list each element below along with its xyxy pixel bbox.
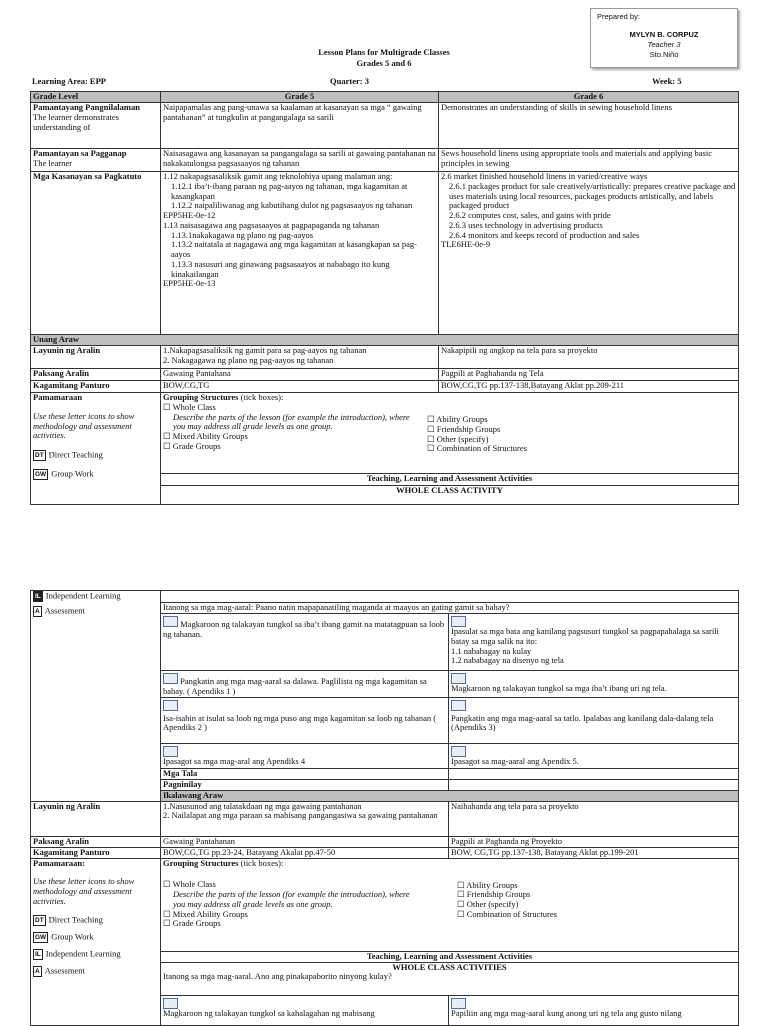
d2-question: Itanong sa mga mag-aaral. Ano ang pinakapaborito ninyong kulay? [163, 971, 392, 982]
p2-act2-grade5: Pangkatin ang mga mag-aaral sa dalawa. Paglilista ng mga kagamitan sa bahay. ( Apendiks 1 ) [161, 671, 449, 698]
pp-grade6: Demonstrates an understanding of skills in sewing household linens [439, 103, 739, 149]
d1-layunin-grade5: 1.Nakapagsasaliksik ng gamit para sa pag-aayos ng tahanan 2. Nakagagawa ng plano ng pag-aayos ng tahanan [161, 346, 439, 369]
d1-paksa-label: Paksang Aralin [31, 369, 161, 381]
activity-box-icon [163, 746, 178, 757]
activity-box-icon [163, 998, 178, 1009]
d2-tla-heading: Teaching, Learning and Assessment Activities [161, 951, 739, 962]
doc-grades: Grades 5 and 6 [356, 58, 412, 68]
d2-opt-ability-groups[interactable]: ☐ Ability Groups [457, 879, 518, 890]
d2-grouping-describe: Describe the parts of the lesson (for example the introduction), where you may address all grade levels as one group. [173, 889, 410, 909]
activity-box-icon [163, 616, 178, 627]
pamantayan-pagganap-label: Pamantayan sa Pagganap The learner [31, 149, 161, 172]
legend-group-work: GW Group Work [35, 468, 94, 479]
preparer-name: MYLYN B. CORPUZ [629, 30, 699, 39]
day2-heading: Ikalawang Araw [161, 790, 739, 801]
legend-assessment: A Assessment [35, 605, 85, 616]
d2-legend-group-work: GW Group Work [35, 931, 94, 942]
lesson-plan-table-2 [30, 590, 739, 1026]
d1-layunin-label: Layunin ng Aralin [31, 346, 161, 369]
d2-layunin-label: Layunin ng Aralin [31, 801, 161, 836]
p2-top-spacer [161, 591, 739, 603]
activity-box-icon [163, 673, 178, 684]
d2-kagamitan-grade5: BOW,CG,TG pp.23-24, Batayang Akalat pp.47-50 [161, 847, 449, 858]
col-grade5: Grade 5 [161, 92, 439, 103]
d2-pamamaraan-cell: Pamamaraan: Use these letter icons to show methodology and assessment activities. DT Direct Teaching GW Group Work IL Independent Learning A Assessment [31, 858, 161, 1025]
d2-legend-assessment: A Assessment [35, 965, 85, 976]
p2-act4-grade6: Ipasagot sa mag-aaral ang Apendix 5. [449, 743, 739, 768]
legend-independent: IL Independent Learning [35, 590, 121, 601]
d1-paksa-grade6: Pagpili at Paghahanda ng Tela [439, 369, 739, 381]
week: Week: 5 [652, 76, 682, 86]
preparer-place: Sto.Niño [649, 50, 679, 59]
prepared-by-label: Prepared by: [597, 12, 640, 21]
d2-act1-grade5: Magkaroon ng talakayan tungkol sa kahalagahan ng mabisang [161, 995, 449, 1025]
p2-question: Itanong sa mga mag-aaral: Paano natin mapapanatiling maganda at maayos an gating gamit sa bahay? [161, 603, 739, 614]
d2-paksa-grade5: Gawaing Pantahanan [161, 836, 449, 847]
p2-legend-cell [31, 591, 161, 802]
d1-grouping-cell: Grouping Structures (tick boxes): ☐ Whole Class Describe the parts of the lesson (for example the introduction), where you may address all grade levels as one group. ☐ Mixed Ability Groups ☐ Grade Groups ☐ Ability Groups ☐ Friendship Groups ☐ Other (specify) ☐ Combination of Structures [161, 393, 739, 474]
pp-grade5: Naipapamalas ang pang-unawa sa kaalaman at kasanayan sa mga “ gawaing pantahanan” at tungkulin at pangangalaga sa sarili [161, 103, 439, 149]
d2-wca-heading: WHOLE CLASS ACTIVITIES [392, 962, 507, 972]
d2-act1-grade6: Papiliin ang mga mag-aaral kung anong uri ng tela ang gusto nilang [449, 995, 739, 1025]
opt-ability-groups[interactable]: ☐ Ability Groups [427, 414, 488, 424]
opt-mixed-ability[interactable]: ☐ Mixed Ability Groups [163, 431, 248, 442]
d1-paksa-grade5: Gawaing Pantahana [161, 369, 439, 381]
d2-opt-whole-class[interactable]: ☐ Whole Class [163, 879, 216, 890]
d2-wca-cell [161, 962, 739, 995]
kasanayan-grade6: 2.6 market finished household linens in varied/creative ways 2.6.1 packages product for sale creatively/artistically: prepares creative package and uses materials using local resources, packages products artistically, and labels packaged product 2.6.2 computes cost, sales, and gains with pride 2.6.3 uses technology in advertising products 2.6.4 monitors and keeps record of production and sales TLE6HE-0e-9 [439, 172, 739, 335]
quarter: Quarter: 3 [330, 76, 369, 86]
d1-layunin-grade6: Nakapipili ng angkop na tela para sa proyekto [439, 346, 739, 369]
pagninilay-g5 [449, 779, 739, 790]
col-grade-level: Grade Level [31, 92, 161, 103]
d2-opt-friendship-groups[interactable]: ☐ Friendship Groups [457, 889, 531, 900]
d2-opt-grade-groups[interactable]: ☐ Grade Groups [163, 918, 221, 929]
activity-box-icon [451, 700, 466, 711]
d1-kagamitan-label: Kagamitang Panturo [31, 381, 161, 393]
opt-friendship-groups[interactable]: ☐ Friendship Groups [427, 423, 501, 434]
d2-paksa-grade6: Pagpili at Paghanda ng Proyekto [449, 836, 739, 847]
opt-grade-groups[interactable]: ☐ Grade Groups [163, 440, 221, 451]
col-grade6: Grade 6 [439, 92, 739, 103]
il-icon: IL [35, 593, 41, 600]
d2-kagamitan-label: Kagamitang Panturo [31, 847, 161, 858]
p2-act1-grade5: Magkaroon ng talakayan tungkol sa iba’t ibang gamit na matatagpuan sa loob ng tahanan. [161, 614, 449, 671]
gw-icon: GW [35, 471, 47, 479]
d1-wca-heading: WHOLE CLASS ACTIVITY [161, 486, 739, 505]
dt-icon: DT [35, 916, 44, 924]
d1-pamamaraan-cell: Pamamaraan Use these letter icons to show methodology and assessment activities. DT Direct Teaching GW Group Work [31, 393, 161, 505]
d2-grouping-title: Grouping Structures [163, 858, 239, 868]
opt-combination[interactable]: ☐ Combination of Structures [427, 443, 527, 454]
lesson-plan-table-1 [30, 91, 739, 505]
kasanayan-label: Mga Kasanayan sa Pagkatuto [31, 172, 161, 335]
dt-icon: DT [35, 452, 44, 460]
ppg-grade5: Naisasagawa ang kasanayan sa pangangalaga sa sarili at gawaing pantahanan na nakakatulongsa pagsasaayos ng tahanan [161, 149, 439, 172]
p2-act3-grade6: Pangkatin ang mga mag-aaral sa tatlo. Ipalabas ang kanilang dala-dalang tela (Apendiks 3) [449, 697, 739, 743]
d2-opt-other[interactable]: ☐ Other (specify) [457, 899, 519, 910]
d2-opt-mixed-ability[interactable]: ☐ Mixed Ability Groups [163, 908, 248, 919]
d1-kagamitan-grade5: BOW,CG,TG [161, 381, 439, 393]
opt-whole-class[interactable]: ☐ Whole Class [163, 401, 216, 412]
d2-kagamitan-grade6: BOW, CG,TG pp.137-138, Batayang Aklat pp.199-201 [449, 847, 739, 858]
activity-box-icon [163, 700, 178, 711]
a-icon: A [35, 967, 40, 975]
d2-opt-combination[interactable]: ☐ Combination of Structures [457, 908, 557, 919]
d2-layunin-grade5: 1.Nasusunod ang talatakdaan ng mga gawaing pantahanan 2. Nailalapat ang mga paraan sa mabisang pangangasiwa sa gawaing pantahanan [161, 801, 449, 836]
p2-act4-grade5: Ipasagot sa mga mag-aral ang Apendiks 4 [161, 743, 449, 768]
pamantayang-pangnilalaman-label: Pamantayang Pangnilalaman The learner demonstrates understanding of [31, 103, 161, 149]
doc-title: Lesson Plans for Multigrade Classes [318, 47, 450, 57]
preparer-role: Teacher 3 [647, 40, 681, 49]
p2-act1-grade6: Ipasulat sa mga bata ang kanilang pagsusuri tungkol sa pagpapahalaga sa sarili batay sa mga salik na ito: 1.1 nababagay na kulay 1.2 nababagay na disenyo ng tela [449, 614, 739, 671]
learning-area: Learning Area: EPP [32, 76, 106, 86]
p2-act2-grade6: Magkaroon ng talakayan tungkol sa mga iba’t ibang uri ng tela. [449, 671, 739, 698]
d2-legend-direct-teaching: DT Direct Teaching [35, 914, 103, 925]
grouping-describe: Describe the parts of the lesson (for example the introduction), where you may address all grade levels as one group. [173, 411, 410, 432]
d2-legend-independent: IL Independent Learning [35, 948, 121, 959]
mga-tala-g5 [449, 768, 739, 779]
d2-paksa-label: Paksang Aralin [31, 836, 161, 847]
pagninilay-label: Pagninilay [161, 779, 449, 790]
gw-icon: GW [35, 933, 47, 941]
ppg-grade6: Sews household linens using appropriate tools and materials and applying basic principles in sewing [439, 149, 739, 172]
il-icon: IL [35, 950, 41, 958]
a-icon: A [35, 608, 40, 615]
kasanayan-grade5: 1.12 nakapagsasaliksik gamit ang teknolohiya upang malaman ang: 1.12.1 iba’t-ibang paraan ng pag-aayos ng tahanan, mga kagamitan at kasangkapan 1.12.2 naipaliliwanag ang kabutihang dulot ng pagsasaayos ng tahanan EPP5HE-0e-12 1.13 naisasagawa ang pagsasaayos at pagpapaganda ng tahanan 1.13.1nakakagawa ng plano ng pag-aayos 1.13.2 naitatala at nagagawa ang mga kagamitan at kasangkapan sa pag-aayos 1.13.3 nasusuri ang ginawang pagsasaayos at nababago ito kung kinakailangan EPP5HE-0e-13 [161, 172, 439, 335]
activity-box-icon [451, 998, 466, 1009]
day1-heading: Unang Araw [31, 335, 739, 346]
p2-act3-grade5: Isa-isahin at isulat sa loob ng mga puso ang mga kagamitan sa loob ng tahanan ( Apendiks 2 ) [161, 697, 449, 743]
d1-tla-heading: Teaching, Learning and Assessment Activities [161, 474, 739, 486]
activity-box-icon [451, 746, 466, 757]
d1-kagamitan-grade6: BOW,CG,TG pp.137-138,Batayang Aklat pp.209-211 [439, 381, 739, 393]
grouping-title: Grouping Structures [163, 392, 239, 402]
opt-other[interactable]: ☐ Other (specify) [427, 433, 489, 444]
d2-grouping-cell: Grouping Structures (tick boxes): ☐ Whole Class Describe the parts of the lesson (for example the introduction), where you may address all grade levels as one group. ☐ Mixed Ability Groups ☐ Grade Groups ☐ Ability Groups ☐ Friendship Groups ☐ Other (specify) ☐ Combination of Structures [161, 858, 739, 951]
mga-tala-label: Mga Tala [161, 768, 449, 779]
legend-direct-teaching: DT Direct Teaching [35, 449, 103, 460]
d2-layunin-grade6: Naihahanda ang tela para sa proyekto [449, 801, 739, 836]
